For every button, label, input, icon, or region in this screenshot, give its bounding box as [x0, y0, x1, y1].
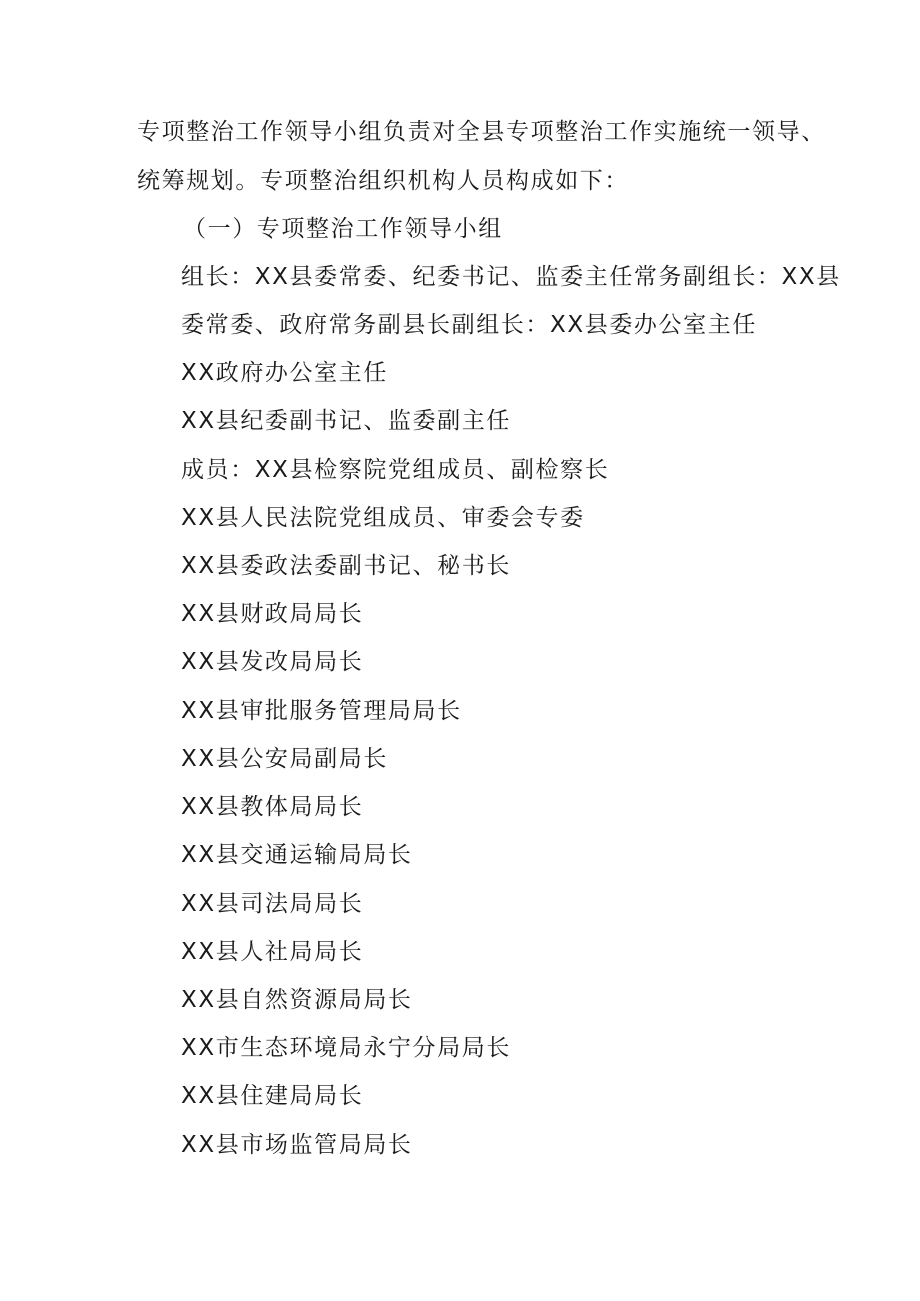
member-line: XX县人民法院党组成员、审委会专委 [181, 505, 585, 531]
member-line: XX县委政法委副书记、秘书长 [181, 553, 511, 579]
intro-line: 专项整治工作领导小组负责对全县专项整治工作实施统一领导、 [137, 119, 826, 145]
member-line: XX县人社局局长 [181, 939, 364, 965]
member-line: XX市生态环境局永宁分局局长 [181, 1035, 511, 1061]
member-line: XX县纪委副书记、监委副主任 [181, 408, 511, 434]
member-line: XX县市场监管局局长 [181, 1132, 413, 1158]
member-line: XX县公安局副局长 [181, 746, 388, 772]
member-line: 委常委、政府常务副县长副组长：XX县委办公室主任 [181, 312, 757, 338]
member-line: 组长：XX县委常委、纪委书记、监委主任常务副组长：XX县 [181, 264, 841, 290]
member-line: XX县交通运输局局长 [181, 842, 413, 868]
member-line: XX县住建局局长 [181, 1083, 364, 1109]
member-line: XX政府办公室主任 [181, 360, 388, 386]
member-line: XX县审批服务管理局局长 [181, 698, 462, 724]
member-line: XX县自然资源局局长 [181, 987, 413, 1013]
section-heading: （一）专项整治工作领导小组 [183, 216, 503, 242]
member-line: XX县教体局局长 [181, 794, 364, 820]
intro-line: 统筹规划。专项整治组织机构人员构成如下： [137, 168, 629, 194]
member-line: 成员：XX县检察院党组成员、副检察长 [181, 457, 610, 483]
member-line: XX县司法局局长 [181, 891, 364, 917]
member-line: XX县财政局局长 [181, 601, 364, 627]
member-line: XX县发改局局长 [181, 649, 364, 675]
